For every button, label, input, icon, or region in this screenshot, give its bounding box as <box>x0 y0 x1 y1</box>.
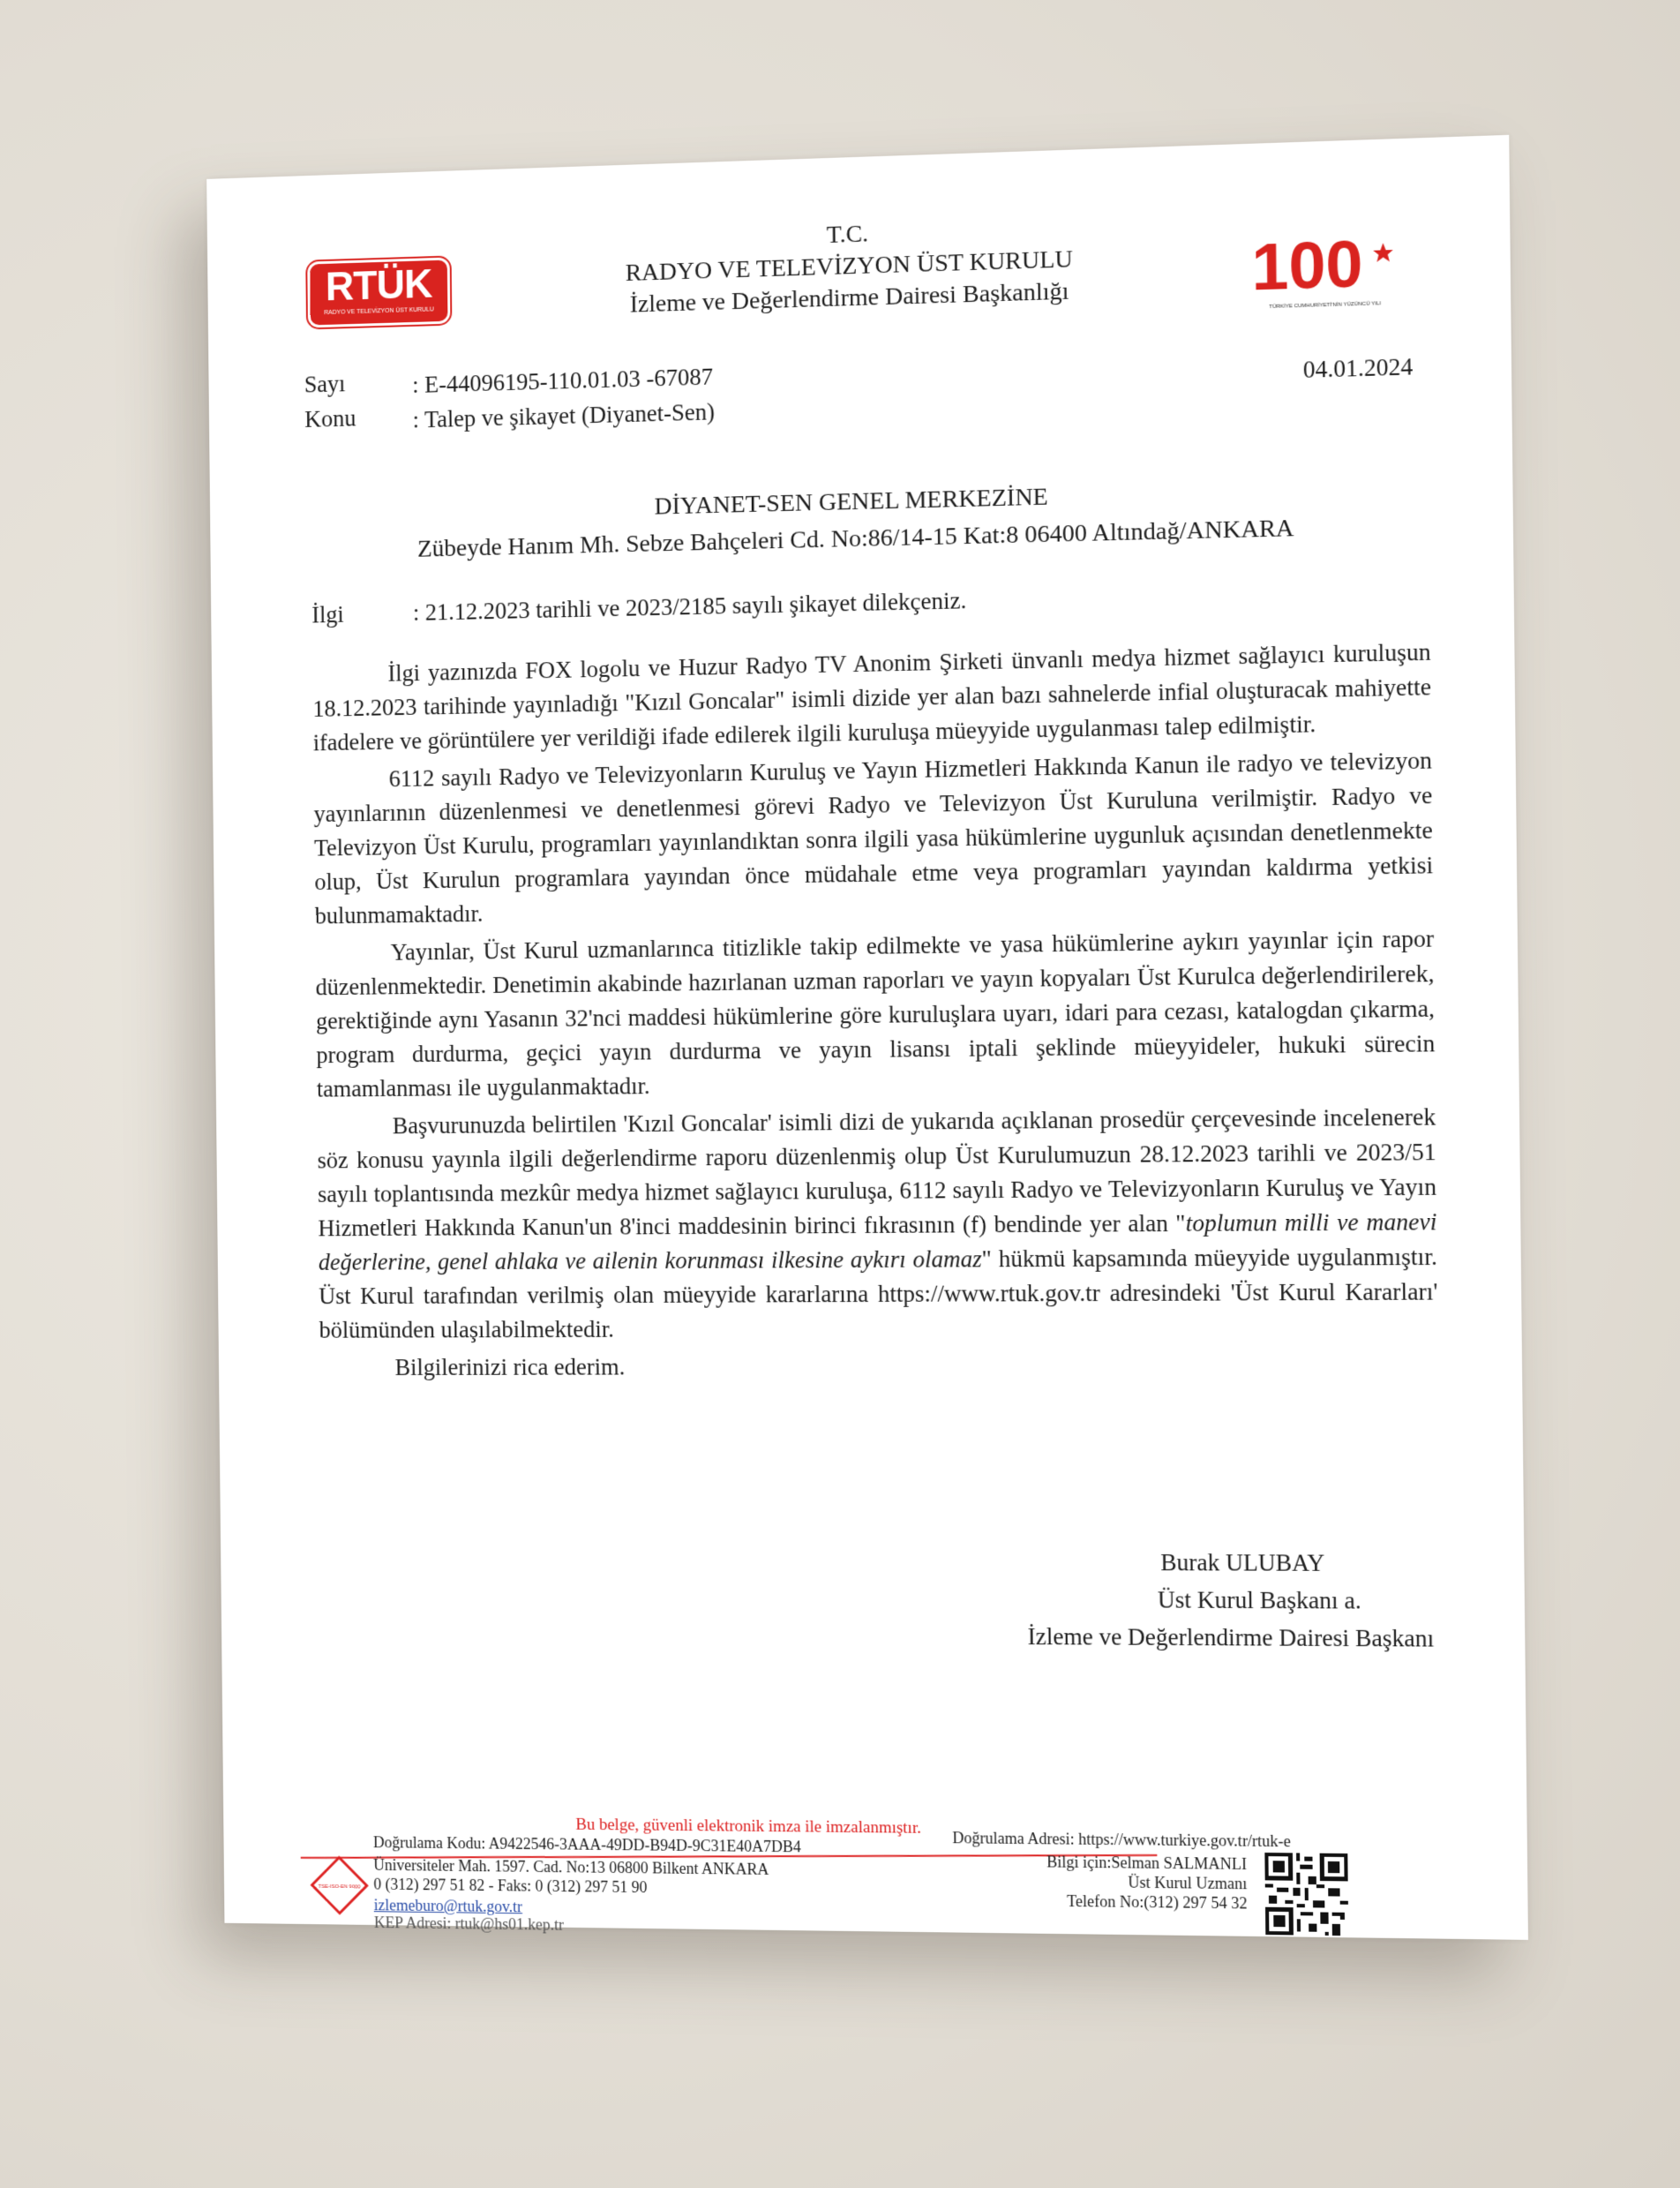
rtuk-logo-tagline: RADYO VE TELEVİZYON ÜST KURULU <box>324 306 434 317</box>
header-tc: T.C. <box>826 220 869 249</box>
signatory-title-2: İzleme ve Değerlendirme Dairesi Başkanı <box>1027 1622 1435 1652</box>
contact-info <box>953 1851 1248 1913</box>
centennial-emblem-icon <box>1248 226 1402 305</box>
paragraph-4-part-a: Başvurunuzda belirtilen 'Kızıl Goncalar' isimli dizi de yukarıda açıklanan prosedür çerçevesinde incelenerek söz konusu yayınla ilgili değerlendirme raporu düzenlenmiş olup Üst Kurulumuzun 28.12.2023 tarihli ve 2023/51 sayılı toplantısında mezkûr medya hizmet sağlayıcı kuruluşa, 6112 sayılı Radyo ve Televizyonların Kuruluş ve Yayın Hizmetleri Hakkında Kanun'un 8'inci maddesinin birinci fıkrasının (f) bendinde yer alan " <box>317 1103 1437 1242</box>
recipient-address: Zübeyde Hanım Mh. Sebze Bahçeleri Cd. No:86/14-15 Kat:8 06400 Altındağ/ANKARA <box>416 514 1294 563</box>
meta-labels <box>304 365 356 436</box>
paragraph-2: 6112 sayılı Radyo ve Televizyonların Kuruluş ve Yayın Hizmetleri Hakkında Kanun ile radyo ve televizyon yayınlarının düzenlenmesi ve denetlenmesi görevi Radyo ve Televizyon Üst Kuruluna verilmiştir. Radyo ve Televizyon Üst Kurulu, programları yayınlandıktan sonra ilgili yasa hükümlerine uygunluk açısından denetlenmekte olup, Üst Kurulun programlara yayından önce müdahale etme veya programları yayından kaldırma yetkisi bulunmamaktadır. <box>313 747 1434 929</box>
institution-address: Üniversiteler Mah. 1597. Cad. No:13 06800 Bilkent ANKARA <box>373 1855 769 1878</box>
paragraph-4-part-b: " hükmü kapsamında müeyyide uygulanmıştır. Üst Kurul tarafından verilmiş olan müeyyide kararlarına https://www.rtuk.gov.tr adresindeki 'Üst Kurul Kararları' bölümünden ulaşılabilmektedir. <box>319 1243 1438 1343</box>
signatory-name: Burak ULUBAY <box>1160 1549 1325 1576</box>
letter-body <box>312 635 1439 1388</box>
paragraph-4 <box>317 1100 1438 1347</box>
konu-label: Konu <box>304 404 356 432</box>
verification-code: Doğrulama Kodu: A9422546-3AAA-49DD-B94D-9C31E40A7DB4 <box>372 1833 801 1856</box>
sayi-value: : E-44096195-110.01.03 -67087 <box>412 363 714 398</box>
paragraph-1: İlgi yazınızda FOX logolu ve Huzur Radyo TV Anonim Şirketi ünvanlı medya hizmet sağlayıcı kuruluşun 18.12.2023 tarihinde yayınladığı "Kızıl Goncalar" isimli dizide yer alan bazı sahnelerde infial oluşturacak mahiyette ifadelere ve görüntülere yer verildiği ifade edilerek ilgili kuruluşa müeyyide uygulanması talep edilmiştir. <box>312 638 1432 756</box>
contact-phone: Telefon No:(312) 297 54 32 <box>1067 1891 1248 1913</box>
closing-line: Bilgilerinizi rica ederim. <box>394 1353 626 1380</box>
star-icon <box>1373 243 1393 262</box>
konu-value: : Talep ve şikayet (Diyanet-Sen) <box>412 398 716 433</box>
verification-address[interactable]: Doğrulama Adresi: https://www.turkiye.gov.tr/rtuk-e <box>952 1829 1292 1851</box>
qr-code-icon <box>1264 1853 1348 1936</box>
tse-certification-icon <box>309 1854 370 1916</box>
contact-person: Bilgi için:Selman SALMANLI <box>1046 1853 1248 1874</box>
signature-block <box>914 1543 1435 1658</box>
meta-values <box>412 359 715 438</box>
centennial-logo <box>1248 226 1402 311</box>
ilgi-value: : 21.12.2023 tarihli ve 2023/2185 sayılı şikayet dilekçeniz. <box>412 587 967 626</box>
contact-title: Üst Kurul Uzmanı <box>1128 1873 1248 1893</box>
e-signature-note: Bu belge, güvenli elektronik imza ile imzalanmıştır. <box>575 1815 922 1838</box>
tse-label: TSE-ISO-EN 9000 <box>318 1883 361 1891</box>
recipient-block <box>210 467 1513 573</box>
header-institution: RADYO VE TELEVİZYON ÜST KURULU <box>625 245 1074 287</box>
centennial-number: 100 <box>1251 227 1363 305</box>
footer <box>223 1810 1528 1934</box>
header-department: İzleme ve Değerlendirme Dairesi Başkanlığı <box>629 277 1069 319</box>
document-date: 04.01.2024 <box>1302 353 1414 383</box>
document-page <box>206 135 1528 1940</box>
kep-address: KEP Adresi: rtuk@hs01.kep.tr <box>373 1914 564 1934</box>
reference-line <box>311 587 966 628</box>
signatory-title-1: Üst Kurul Başkanı a. <box>1157 1586 1361 1614</box>
ilgi-label: İlgi <box>311 601 344 628</box>
sayi-label: Sayı <box>304 370 346 398</box>
law-quote: toplumun milli ve manevi değerlerine, genel ahlaka ve ailenin korunması ilkesine aykırı olamaz <box>318 1208 1437 1275</box>
paragraph-3: Yayınlar, Üst Kurul uzmanlarınca titizlikle takip edilmekte ve yasa hükümlerine aykırı yayınlar için rapor düzenlenmektedir. Denetimin akabinde hazırlanan uzman raporları ve yayın kopyaları Üst Kurulca değerlendirilerek, gerektiğinde aynı Yasanın 32'nci maddesi hükümlerine göre kuruluşlara uyarı, idari para cezası, katalogdan çıkarma, program durdurma, geçici yayın durdurma ve yayın lisansı iptali şeklinde müeyyideler, hukuki sürecin tamamlanması ile uygulanmaktadır. <box>315 925 1436 1102</box>
email-link[interactable]: izlemeburo@rtuk.gov.tr <box>373 1896 523 1916</box>
centennial-caption: TÜRKİYE CUMHURİYETİ'NİN YÜZÜNCÜ YILI <box>1269 301 1382 311</box>
recipient-name: DİYANET-SEN GENEL MERKEZİNE <box>654 483 1049 521</box>
rtuk-logo-text: RTÜK <box>325 260 432 310</box>
phone-fax: 0 (312) 297 51 82 - Faks: 0 (312) 297 51 90 <box>373 1875 648 1897</box>
